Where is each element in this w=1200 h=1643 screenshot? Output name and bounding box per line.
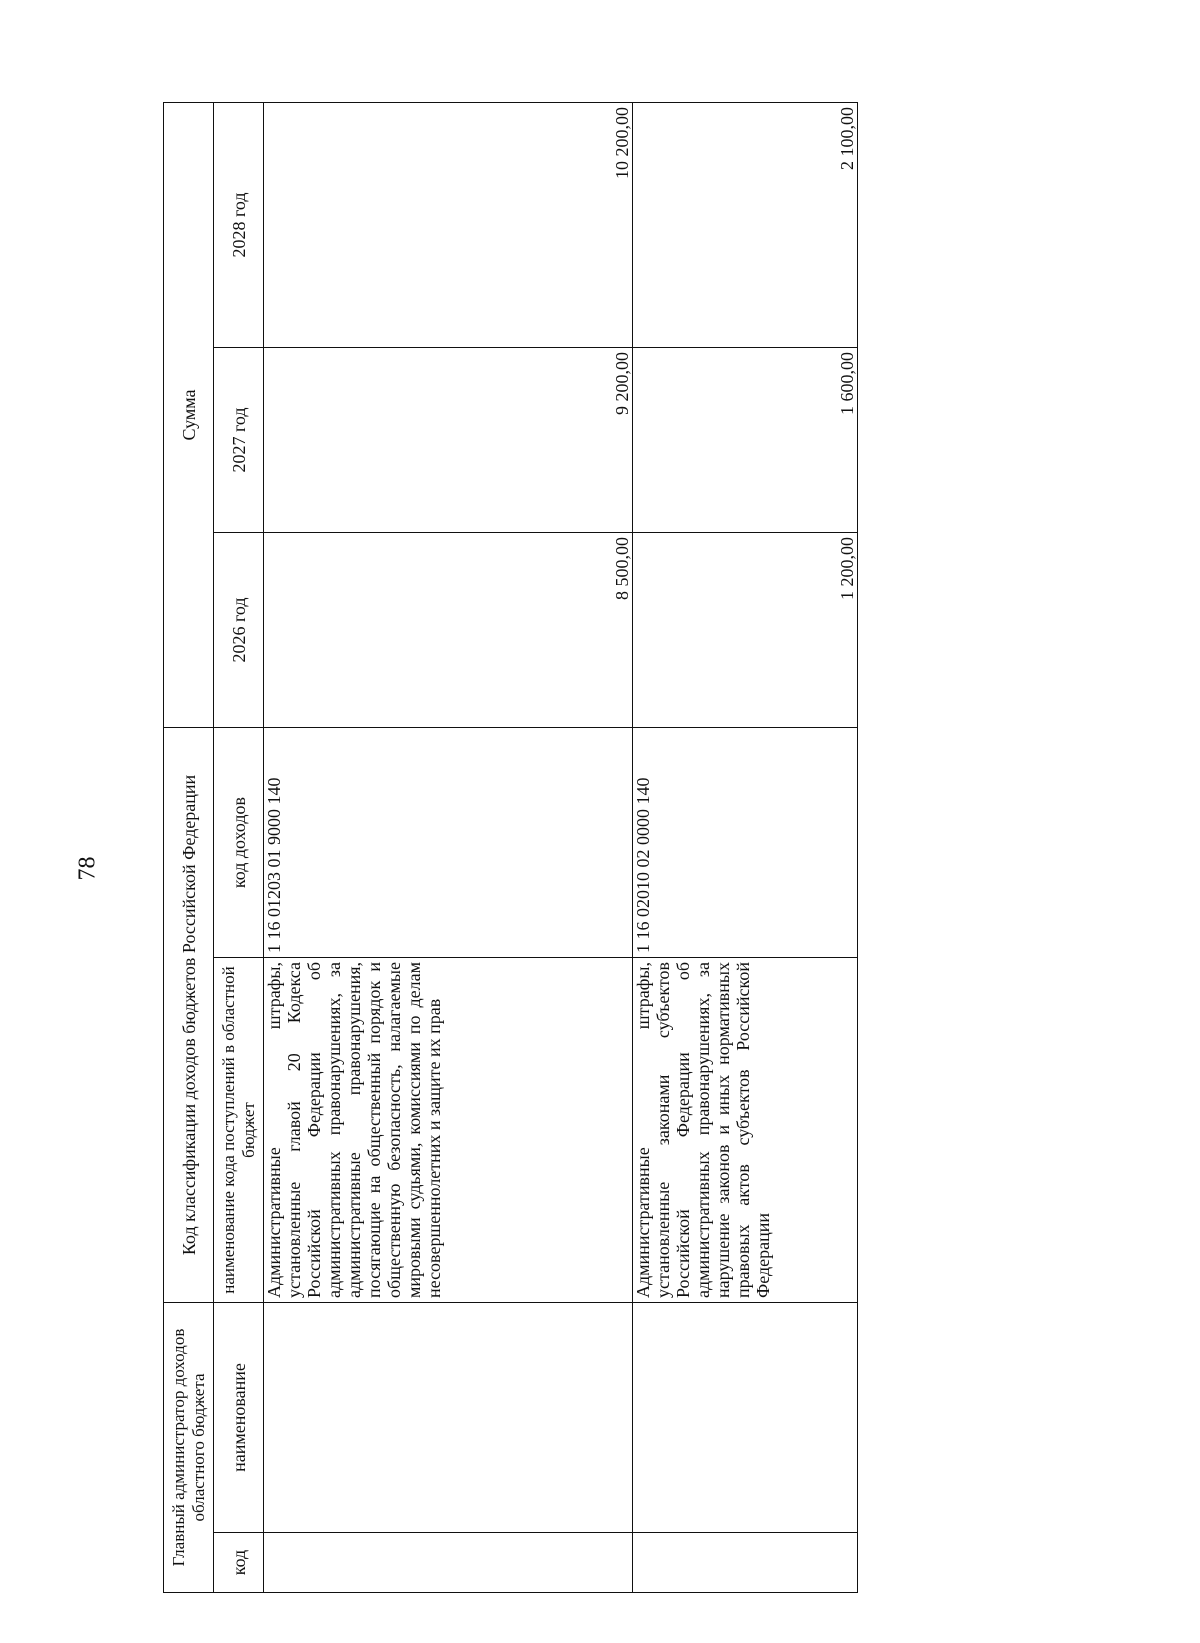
row-name (264, 1303, 633, 1533)
row-amount-2026: 8 500,00 (264, 533, 633, 728)
row-income-name: Административные штрафы, установленные главой 20 Кодекса Российской Федерации об административных правонарушениях, за административные правонарушения, посягающие на общественный порядок и общественную безопасность, налагаемые мировыми судьями, комиссиями по делам несовершеннолетних и защите их прав (264, 958, 633, 1303)
row-amount-2028: 10 200,00 (264, 102, 633, 347)
row-amount-2026: 1 200,00 (633, 533, 858, 728)
row-amount-2027: 1 600,00 (633, 348, 858, 533)
header-admin-group: Главный администратор доходов областного бюджета (164, 1303, 214, 1593)
row-income-code: 1 16 01203 01 9000 140 (264, 728, 633, 958)
page-number: 78 (74, 856, 101, 881)
row-code (264, 1533, 633, 1593)
header-income-code: код доходов (214, 728, 264, 958)
header-2028: 2028 год (214, 102, 264, 347)
row-income-name: Административные штрафы, установленные законами субъектов Российской Федерации об административных правонарушениях, за нарушение законов и иных нормативных правовых актов субъектов Российской Федерации (633, 958, 858, 1303)
header-sum-group: Сумма (164, 102, 214, 727)
row-amount-2027: 9 200,00 (264, 348, 633, 533)
header-row-2 (214, 102, 264, 1592)
table-wrapper (163, 103, 858, 1593)
header-classification-group: Код классификации доходов бюджетов Российской Федерации (164, 728, 214, 1303)
income-table (163, 102, 858, 1593)
header-2027: 2027 год (214, 348, 264, 533)
row-amount-2028: 2 100,00 (633, 102, 858, 347)
rotated-table-container (163, 103, 1200, 1576)
header-income-name: наименование кода поступлений в областной бюджет (214, 958, 264, 1303)
table-row (633, 102, 858, 1592)
table-row (264, 102, 633, 1592)
row-name (633, 1303, 858, 1533)
row-income-code: 1 16 02010 02 0000 140 (633, 728, 858, 958)
header-code: код (214, 1533, 264, 1593)
header-2026: 2026 год (214, 533, 264, 728)
header-name: наименование (214, 1303, 264, 1533)
row-code (633, 1533, 858, 1593)
header-row-1 (164, 102, 214, 1592)
